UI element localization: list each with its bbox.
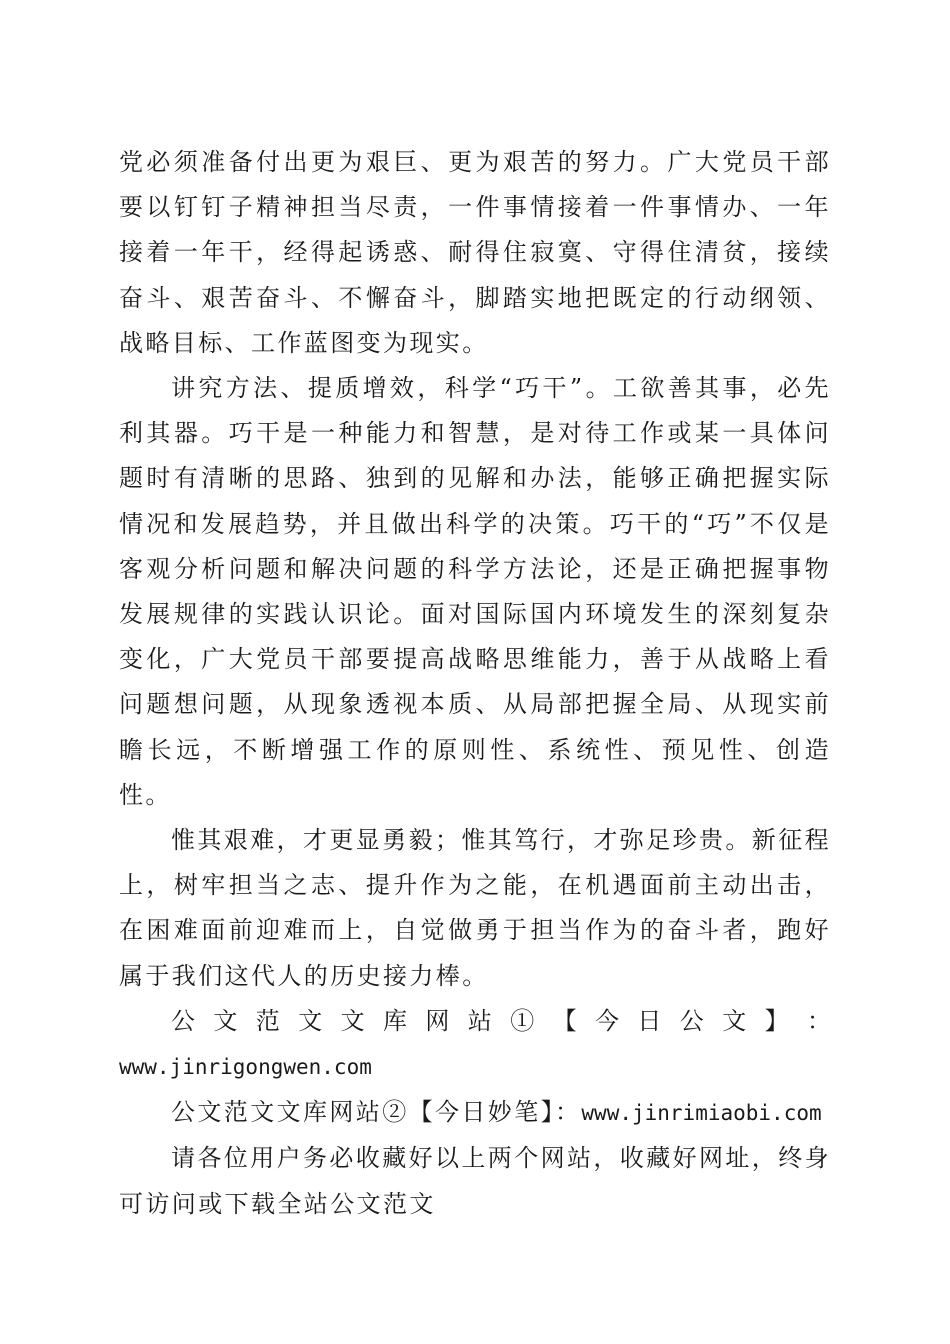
- paragraph-2: 讲究方法、提质增效，科学“巧干”。工欲善其事，必先利其器。巧干是一种能力和智慧，是对待工作或某一具体问题时有清晰的思路、独到的见解和办法，能够正确把握实际情况和发展趋势，并且做出科学的决策。巧干的“巧”不仅是客观分析问题和解决问题的科学方法论，还是正确把握事物发展规律的实践认识论。面对国际国内环境发生的深刻复杂变化，广大党员干部要提高战略思维能力，善于从战略上看问题想问题，从现象透视本质、从局部把握全局、从现实前瞻长远，不断增强工作的原则性、系统性、预见性、创造性。: [119, 374, 831, 809]
- notice-text: 请各位用户务必收藏好以上两个网站，收藏好网址，终身可访问或下载全站公文范文: [119, 1144, 831, 1218]
- site1-line: [119, 1044, 831, 1090]
- paragraph-1: 党必须准备付出更为艰巨、更为艰苦的努力。广大党员干部要以钉钉子精神担当尽责，一件事情接着一件事情办、一年接着一年干，经得起诱惑、耐得住寂寞、守得住清贫，接续奋斗、艰苦奋斗、不懈奋斗，脚踏实地把既定的行动纲领、战略目标、工作蓝图变为现实。: [119, 148, 831, 357]
- paragraph-3: 惟其艰难，才更显勇毅；惟其笃行，才弥足珍贵。新征程上，树牢担当之志、提升作为之能，在机遇面前主动出击，在困难面前迎难而上，自觉做勇于担当作为的奋斗者，跑好属于我们这代人的历史接力棒。: [119, 826, 831, 990]
- document-page: [119, 140, 831, 1227]
- site2-line: [119, 1090, 831, 1136]
- site1-label: 公 文 范 文 文 库 网 站 ① 【 今 日 公 文 】 ：: [171, 1006, 831, 1035]
- site1-url: www.jinrigongwen.com: [119, 1055, 372, 1080]
- site2-url: www.jinrimiaobi.com: [581, 1101, 822, 1126]
- site2-label: 公文范文文库网站②【今日妙笔】：: [171, 1098, 582, 1127]
